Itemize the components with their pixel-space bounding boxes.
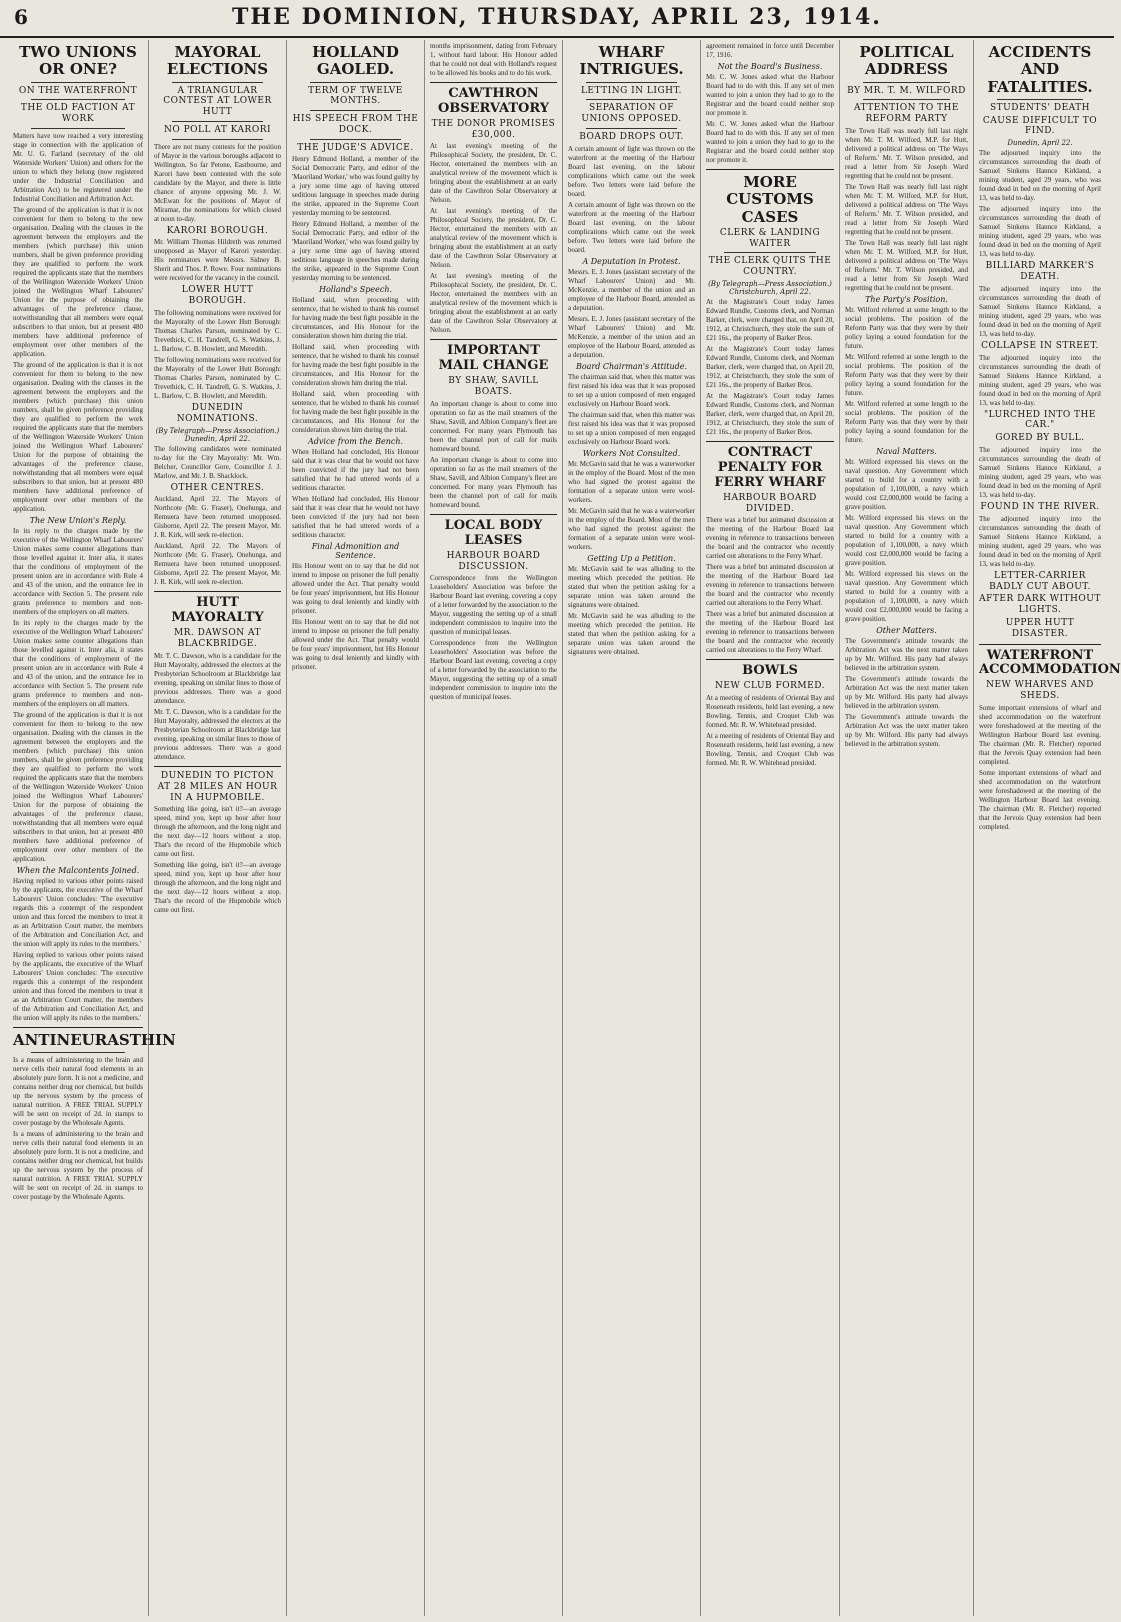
article-paragraph: In its reply to the charges made by the executive of the Wellington Wharf Labourers' Union makes some counter allegations than those levelled against it. Inter alia, it states that the conditions of employment of the present union are in accordance with Rule 4 and 43 of the union, and the entrance fee in accordance with Section 5. The present rule grants preference to members and non-members of the employers on all matters.: [13, 526, 143, 616]
article-paragraph: Mr. T. C. Dawson, who is a candidate for the Hutt Mayoralty, addressed the electors at the Presbyterian Schoolroom at Blackbridge last evening, speaking on similar lines to those of previous addresses. There was a good attendance.: [154, 651, 281, 705]
column-2: [149, 40, 287, 1616]
subhead: THE OLD FACTION AT WORK: [20, 103, 136, 125]
article-paragraph: At a meeting of residents of Oriental Bay and Roseneath residents, held last evening, a new Bowling, Tennis, and Croquet Club was formed. Mr. R. W. Whitehead presided.: [706, 732, 834, 768]
article-paragraph: The adjourned inquiry into the circumstances surrounding the death of Samuel Sinkens Hannce Kirkland, a mining student, aged 29 years, who was found dead in bed on the morning of April 13, was held to-day.: [979, 205, 1101, 259]
article-paragraph: Henry Edmund Holland, a member of the Social Democratic Party, and editor of the 'Maoriland Worker,' who was found guilty by a jury some time ago of having uttered seditious language in speeches made during the strike, appeared in the Supreme Court yesterday morning to be sentenced.: [292, 220, 419, 283]
subhead: TERM OF TWELVE MONTHS.: [308, 85, 403, 107]
article-paragraph: An important change is about to come into operation so far as the mail steamers of the Shaw, Savill, and Albion Company's fleet are concerned. For many years Plymouth has been the channel port of call for mails homeward bound.: [430, 399, 557, 453]
article-paragraph: Mr. Wilford expressed his views on the naval question. Any Government which started to build for a country with a population of 1,100,000, a navy which would cost £2,000,000 would be facing a grave position.: [845, 513, 968, 567]
headline-local-body-leases: LOCAL BODY LEASES: [444, 517, 543, 548]
section-heading: AFTER DARK WITHOUT LIGHTS.: [979, 594, 1101, 616]
article-paragraph: Mr. C. W. Jones asked what the Harbour Board had to do with this. If any set of men wanted to join a union they had to go to the Registrar and the board could neither stop nor promote it.: [706, 120, 834, 164]
article-paragraph: Having replied to various other points raised by the applicants, the executive of the Wharf Labourers' Union concludes: 'The executive regards this a contempt of the respondent union and thus forced the members to treat it as an Arbitration Court matter, the members of the Arbitration and Conciliation Act, and the union will apply its rules to the members.': [13, 950, 143, 1022]
article-paragraph: At the Magistrate's Court today James Edward Rundle, Customs clerk, and Norman Barker, clerk, were charged that, on April 20, 1912, at Christchurch, they stole the sum of £21 16s., the property of Barker Bros.: [706, 297, 834, 342]
section-heading: LETTER-CARRIER BADLY CUT ABOUT.: [989, 570, 1091, 592]
article-paragraph: The adjourned inquiry into the circumstances surrounding the death of Samuel Sinkens Hannce Kirkland, a mining student, aged 29 years, who was found dead in bed on the morning of April 13, was held to-day.: [979, 149, 1101, 203]
article-paragraph: The ground of the application is that it is not convenient for them to belong to the new organisation. Dealing with the clauses in the agreement between the employers and the members (which purchase) this union numbers, shall be given preference providing they are qualified to perform the work required the applicants state that the members of the Wellington Waterside Workers' Union joined the Wellington Wharf Labourers' Union for the purpose of obtaining the advantages of the preference clause, notwithstanding that all members were equal subscribers to that union, but at present 480 members have additional preference of employment over other members of the application.: [13, 360, 143, 513]
section-heading: KARORI BOROUGH.: [166, 225, 269, 236]
article-paragraph: Mr. McGavin said that he was a waterworker in the employ of the Board. Most of the men who had signed the protest against the formation of a separate union were wool-workers.: [568, 459, 695, 504]
subhead: LETTING IN LIGHT.: [580, 85, 683, 96]
subhead: NEW CLUB FORMED.: [715, 681, 825, 692]
subhead: BOARD DROPS OUT.: [579, 131, 684, 142]
headline-political-address: POLITICAL ADDRESS: [859, 43, 954, 79]
article-paragraph: The following nominations were received for the Mayoralty of the Lower Hutt Borough: Thomas Charles Parson, nominated by C. Trevethick, C. H. Tandrell, G. S. Watkins, J. L. Barlow, C. B. Howlett, and Meredith.: [154, 356, 281, 401]
section-heading: "LURCHED INTO THE CAR.": [984, 409, 1096, 431]
masthead: [0, 0, 1114, 38]
headline-holland-gaoled: HOLLAND GAOLED.: [312, 43, 399, 79]
section-heading: Workers Not Consulted.: [582, 448, 681, 458]
subhead: MR. DAWSON AT BLACKBRIDGE.: [173, 628, 262, 650]
article-paragraph: Auckland, April 22. The Mayors of Northcote (Mr. G. Fraser), Onehunga, and Remuera have been returned unopposed. Gisborne, April 22. The present Mayor, Mr. J. R. Kirk, will seek re-election.: [154, 542, 281, 587]
section-heading: Getting Up a Petition.: [587, 553, 676, 563]
article-paragraph: The chairman said that, when this matter was first raised his idea was that it was proposed to set up a union composed of men engaged exclusively on Harbour Board work.: [568, 372, 695, 408]
section-heading: A Deputation in Protest.: [582, 256, 681, 266]
section-heading: FOUND IN THE RIVER.: [980, 501, 1100, 512]
headline-contract-penalty: CONTRACT PENALTY FOR FERRY WHARF: [714, 444, 826, 490]
headline-cawthron-observatory: CAWTHRON OBSERVATORY: [437, 86, 550, 116]
column-6: [701, 40, 840, 1616]
article-paragraph: Mr. McGavin said he was alluding to the meeting which preceded the petition. He stated that when the petition asking for a separate union was taken around the signatures were obtained.: [568, 564, 695, 609]
article-paragraph: Holland said, when proceeding with sentence, that he wished to thank his counsel for having made the best fight possible in the circumstances, and His Honour for the consideration shown him during the trial.: [292, 343, 419, 388]
section-heading: DUNEDIN NOMINATIONS.: [176, 403, 259, 424]
article-paragraph: Correspondence from the Wellington Leaseholders' Association was before the Harbour Board last evening, covering a copy of a letter forwarded by the association to the Mayor, suggesting the setting up of a small independent commission to inquire into the question of municipal leases.: [430, 574, 557, 637]
article-paragraph: The adjourned inquiry into the circumstances surrounding the death of Samuel Sinkens Hannce Kirkland, a mining student, aged 29 years, who was found dead in bed on the morning of April 13, was held to-day.: [979, 514, 1101, 568]
dateline: (By Telegraph—Press Association.) Dunedin, April 22.: [155, 426, 280, 443]
headline-hutt-mayoralty: HUTT MAYORALTY: [171, 595, 264, 626]
article-paragraph: At a meeting of residents of Oriental Bay and Roseneath residents, held last evening, a new Bowling, Tennis, and Croquet Club was formed. Mr. R. W. Whitehead presided.: [706, 694, 834, 730]
article-paragraph: The chairman said that, when this matter was first raised his idea was that it was proposed to set up a union composed of men engaged exclusively on Harbour Board work.: [568, 410, 695, 446]
article-paragraph: months imprisonment, dating from February 1, without hard labour. His Honour added that he could not deal with Holland's request to be allowed his books and to do his work.: [430, 42, 557, 77]
subhead: ON THE WATERFRONT: [18, 85, 138, 96]
advert-paragraph: Is a means of administering to the brain and nerve cells their natural food elements in an absolutely pure form. It is not a medicine, and contains neither drug nor chemical, but builds up the nervous system by the process of natural nutrition. A FREE TRIAL SUPPLY will be sent on receipt of 2d. in stamps to cover postage by the Wholesale Agents.: [13, 1130, 143, 1202]
article-paragraph: Messrs. E. J. Jones (assistant secretary of the Wharf Labourers' Union) and Mr. McKenzie, a member of the union and an employee of the Harbour Board, attended as a deputation.: [568, 314, 695, 359]
subhead: SEPARATION OF UNIONS OPPOSED.: [581, 103, 682, 125]
advert-paragraph: Something like going, isn't it?—an average speed, mind you, kept up hour after hour through the afternoon, and the long night and the next day—12 hours without a stop. That's the record of the Hupmobile which came out first.: [154, 861, 281, 915]
article-paragraph: Holland said, when proceeding with sentence, that he wished to thank his counsel for having made the best fight possible in the circumstances, and His Honour for the consideration shown him during the trial.: [292, 296, 419, 341]
article-paragraph: At the Magistrate's Court today James Edward Rundle, Customs clerk, and Norman Barker, clerk, were charged that, on April 20, 1912, at Christchurch, they stole the sum of £21 16s., the property of Barker Bros.: [706, 391, 834, 436]
article-paragraph: Henry Edmund Holland, a member of the Social Democratic Party, and editor of the 'Maoriland Worker,' who was found guilty by a jury some time ago of having uttered seditious language in speeches made during the strike, appeared in the Supreme Court yesterday morning to be sentenced.: [292, 155, 419, 218]
section-heading: Naval Matters.: [876, 446, 937, 456]
headline-antineurasthin: ANTINEURASTHIN: [13, 1030, 176, 1049]
subhead: STUDENTS' DEATH: [989, 102, 1091, 113]
column-1: [8, 40, 176, 1616]
article-paragraph: His Honour went on to say that he did not intend to impose on prisoner the full penalty allowed under the Act. That penalty would be four years' imprisonment, but His Honour was going to deal leniently and kindly with prisoner.: [292, 618, 419, 672]
article-paragraph: Mr. Wilford expressed his views on the naval question. Any Government which started to build for a country with a population of 1,100,000, a navy which would cost £2,000,000 would be facing a grave position.: [845, 569, 968, 623]
headline-accidents: ACCIDENTS AND FATALITIES.: [987, 43, 1093, 96]
page-number: 6: [14, 5, 28, 29]
article-paragraph: Auckland, April 22. The Mayors of Northcote (Mr. G. Fraser), Onehunga, and Remuera have been returned unopposed. Gisborne, April 22. The present Mayor, Mr. J. R. Kirk, will seek re-election.: [154, 495, 281, 540]
headline-customs-cases: MORE CUSTOMS CASES: [726, 173, 814, 226]
dateline: Dunedin, April 22.: [1007, 139, 1073, 148]
subhead: CLERK & LANDING WAITER: [719, 227, 821, 249]
column-7: [840, 40, 974, 1616]
article-paragraph: The Government's attitude towards the Arbitration Act was the next matter taken up by Mr. Wilford. His party had always believed in the arbitration system.: [845, 636, 968, 672]
article-paragraph: At the Magistrate's Court today James Edward Rundle, Customs clerk, and Norman Barker, clerk, were charged that, on April 20, 1912, at Christchurch, they stole the sum of £21 16s., the property of Barker Bros.: [706, 344, 834, 389]
advert-heading: DUNEDIN TO PICTON AT 28 MILES AN HOUR IN A HUPMOBILE.: [157, 770, 278, 803]
section-heading: Final Admonition and Sentence.: [311, 542, 400, 561]
subhead: HIS SPEECH FROM THE DOCK.: [292, 114, 419, 135]
article-paragraph: Having replied to various other points raised by the applicants, the executive of the Wharf Labourers' Union concludes: 'The executive regards this a contempt of the respondent union and thus forced the members to treat it as an Arbitration Court matter, the members of the Arbitration and Conciliation Act, and the union will apply its rules to the members.': [13, 876, 143, 948]
article-paragraph: Mr. Wilford referred at some length to the social problems. The position of the Reform Party was that they were by their policy laying a sound foundation for the future.: [845, 399, 968, 444]
article-paragraph: Some important extensions of wharf and shed accommodation on the waterfront were foreshadowed at the meeting of the Wellington Harbour Board last evening. The chairman (Mr. R. Fletcher) reported that the Jervois Quay extension had been completed.: [979, 768, 1101, 831]
subhead: HARBOUR BOARD DIVIDED.: [723, 492, 817, 514]
article-paragraph: The following nominations were received for the Mayoralty of the Lower Hutt Borough: Thomas Charles Parson, nominated by C. Trevethick, C. H. Tandrell, G. S. Watkins, J. L. Barlow, C. B. Howlett, and Meredith.: [154, 309, 281, 354]
section-heading: When the Malcontents Joined.: [16, 865, 140, 875]
article-paragraph: In its reply to the charges made by the executive of the Wellington Wharf Labourers' Union makes some counter allegations than those levelled against it. Inter alia, it states that the conditions of employment of the present union are in accordance with Rule 4 and 43 of the union, and the entrance fee in accordance with Section 5. The present rule grants preference to members and non-members of the employers on all matters.: [13, 618, 143, 708]
subhead: NEW WHARVES AND SHEDS.: [986, 680, 1094, 702]
section-heading: Other Matters.: [876, 625, 937, 635]
column-8: [974, 40, 1121, 1616]
section-heading: Holland's Speech.: [318, 285, 393, 295]
article-paragraph: When Holland had concluded, His Honour said that it was clear that he would not have been convicted if the jury had not been satisfied that he had uttered words of a seditious character.: [292, 448, 419, 493]
article-paragraph: Mr. Wilford expressed his views on the naval question. Any Government which started to build for a country with a population of 1,100,000, a navy which would cost £2,000,000 would be facing a grave position.: [845, 457, 968, 511]
article-paragraph: Mr. T. C. Dawson, who is a candidate for the Hutt Mayoralty, addressed the electors at the Presbyterian Schoolroom at Blackbridge last evening, speaking on similar lines to those of previous addresses. There was a good attendance.: [154, 707, 281, 761]
headline-two-unions: TWO UNIONS OR ONE?: [19, 43, 137, 79]
subhead: THE JUDGE'S ADVICE.: [297, 142, 414, 153]
article-paragraph: The Town Hall was nearly full last night when Mr. T. M. Wilford, M.P. for Hutt, delivered a political address on 'The Ways of Reform.' Mr. T. Wilson presided, and read a letter from Sir Joseph Ward regretting that he could not be present.: [845, 182, 968, 236]
subhead: THE DONOR PROMISES £30,000.: [431, 118, 556, 140]
article-paragraph: There are not many contests for the position of Mayor in the various boroughs adjacent to Wellington. So far Petone, Eastbourne, and Karori have been contested with the sole candidate by the Mayor, and there is little chance of anyone opposing Mr. J. W. McEwan for the positions of Mayor of Miramar, the nominations for which closed at noon to-day.: [154, 142, 281, 223]
columns: [8, 40, 1121, 1616]
article-paragraph: agreement remained in force until December 17, 1916.: [706, 42, 834, 59]
article-paragraph: Correspondence from the Wellington Leaseholders' Association was before the Harbour Board last evening, covering a copy of a letter forwarded by the association to the Mayor, suggesting the setting up of a small independent commission to inquire into the question of municipal leases.: [430, 639, 557, 702]
article-paragraph: The Town Hall was nearly full last night when Mr. T. M. Wilford, M.P. for Hutt, delivered a political address on 'The Ways of Reform.' Mr. T. Wilson presided, and read a letter from Sir Joseph Ward regretting that he could not be present.: [845, 126, 968, 180]
article-paragraph: The adjourned inquiry into the circumstances surrounding the death of Samuel Sinkens Hannce Kirkland, a mining student, aged 29 years, who was found dead in bed on the morning of April 13, was held to-day.: [979, 353, 1101, 407]
article-paragraph: At last evening's meeting of the Philosophical Society, the president, Dr. C. Hector, entertained the members with an analytical review of the movement which is bringing about the establishment at an early date of the Cawthron Solar Observatory at Nelson.: [430, 272, 557, 335]
article-paragraph: When Holland had concluded, His Honour said that it was clear that he would not have been convicted if the jury had not been satisfied that he had uttered words of a seditious character.: [292, 495, 419, 540]
article-paragraph: The adjourned inquiry into the circumstances surrounding the death of Samuel Sinkens Hannce Kirkland, a mining student, aged 29 years, who was found dead in bed on the morning of April 13, was held to-day.: [979, 284, 1101, 338]
article-paragraph: At last evening's meeting of the Philosophical Society, the president, Dr. C. Hector, entertained the members with an analytical review of the movement which is bringing about the establishment at an early date of the Cawthron Solar Observatory at Nelson.: [430, 207, 557, 270]
article-paragraph: The Government's attitude towards the Arbitration Act was the next matter taken up by Mr. Wilford. His party had always believed in the arbitration system.: [845, 712, 968, 748]
article-paragraph: Some important extensions of wharf and shed accommodation on the waterfront were foreshadowed at the meeting of the Wellington Harbour Board last evening. The chairman (Mr. R. Fletcher) reported that the Jervois Quay extension had been completed.: [979, 703, 1101, 766]
subhead: BY SHAW, SAVILL BOATS.: [448, 376, 539, 398]
section-heading: LOWER HUTT BOROUGH.: [181, 285, 254, 307]
article-paragraph: Mr. McGavin said he was alluding to the meeting which preceded the petition. He stated that when the petition asking for a separate union was taken around the signatures were obtained.: [568, 611, 695, 656]
subhead: A TRIANGULAR CONTEST AT LOWER HUTT: [163, 85, 272, 118]
article-paragraph: Matters have now reached a very interesting stage in connection with the application of Mr. U. G. Farland (secretary of the old Waterside Workers' Union) and others for the union to which they belong (now registered under the Industrial Conciliation and Arbitration Act) to be registered under the Industrial Conciliation and Arbitration Act.: [13, 131, 143, 203]
headline-mayoral-elections: MAYORAL ELECTIONS: [166, 43, 269, 79]
subhead: ATTENTION TO THE REFORM PARTY: [854, 103, 959, 125]
article-paragraph: The adjourned inquiry into the circumstances surrounding the death of Samuel Sinkens Hannce Kirkland, a mining student, aged 29 years, who was found dead in bed on the morning of April 13, was held to-day.: [979, 445, 1101, 499]
section-heading: OTHER CENTRES.: [170, 482, 265, 493]
article-paragraph: The Government's attitude towards the Arbitration Act was the next matter taken up by Mr. Wilford. His party had always believed in the arbitration system.: [845, 674, 968, 710]
article-paragraph: An important change is about to come into operation so far as the mail steamers of the Shaw, Savill, and Albion Company's fleet are concerned. For many years Plymouth has been the channel port of call for mails homeward bound.: [430, 455, 557, 509]
article-paragraph: Mr. Wilford referred at some length to the social problems. The position of the Reform Party was that they were by their policy laying a sound foundation for the future.: [845, 352, 968, 397]
article-paragraph: Holland said, when proceeding with sentence, that he wished to thank his counsel for having made the best fight possible in the circumstances, and His Honour for the consideration shown him during the trial.: [292, 390, 419, 435]
article-paragraph: His Honour went on to say that he did not intend to impose on prisoner the full penalty allowed under the Act. That penalty would be four years' imprisonment, but His Honour was going to deal leniently and kindly with prisoner.: [292, 562, 419, 616]
column-3: [287, 40, 425, 1616]
article-paragraph: A certain amount of light was thrown on the waterfront at the meeting of the Harbour Board last evening, on the labour complications which came out the week before. Two letters were laid before the board.: [568, 144, 695, 198]
article-paragraph: At last evening's meeting of the Philosophical Society, the president, Dr. C. Hector, entertained the members with an analytical review of the movement which is bringing about the establishment at an early date of the Cawthron Solar Observatory at Nelson.: [430, 142, 557, 205]
section-heading: CAUSE DIFFICULT TO FIND.: [982, 115, 1098, 137]
column-5: [563, 40, 701, 1616]
subhead: THE CLERK QUITS THE COUNTRY.: [708, 256, 832, 278]
article-paragraph: There was a brief but animated discussion at the meeting of the Harbour Board last evening in reference to transactions between the board and the contractor who recently carried out alterations to the Ferry Wharf.: [706, 516, 834, 561]
subhead: HARBOUR BOARD DISCUSSION.: [446, 550, 541, 572]
article-paragraph: Mr. C. W. Jones asked what the Harbour Board had to do with this. If any set of men wanted to join a union they had to go to the Registrar and the board could neither stop nor promote it.: [706, 73, 834, 117]
article-paragraph: The Town Hall was nearly full last night when Mr. T. M. Wilford, M.P. for Hutt, delivered a political address on 'The Ways of Reform.' Mr. T. Wilson presided, and read a letter from Sir Joseph Ward regretting that he could not be present.: [845, 238, 968, 292]
dateline: (By Telegraph—Press Association.) Christchurch, April 22.: [708, 279, 832, 296]
subhead: NO POLL AT KARORI: [163, 124, 272, 135]
advert-paragraph: Is a means of administering to the brain and nerve cells their natural food elements in an absolutely pure form. It is not a medicine, and contains neither drug nor chemical, but builds up the nervous system by the process of natural nutrition. A FREE TRIAL SUPPLY will be sent on receipt of 2d. in stamps to cover postage by the Wholesale Agents.: [13, 1056, 143, 1128]
article-paragraph: Messrs. E. J. Jones (assistant secretary of the Wharf Labourers' Union) and Mr. McKenzie, a member of the union and an employee of the Harbour Board, attended as a deputation.: [568, 267, 695, 312]
headline-wharf-intrigues: WHARF INTRIGUES.: [579, 43, 684, 79]
article-paragraph: Mr. William Thomas Hildreth was returned unopposed as Mayor of Karori yesterday. His nominators were Messrs. Sidney B. Sherit and Thos. P. Rowe. Four nominations were received for the vacancy in the council.: [154, 238, 281, 283]
section-heading: UPPER HUTT DISASTER.: [1005, 617, 1075, 639]
section-heading: The New Union's Reply.: [29, 515, 127, 525]
section-heading: Board Chairman's Attitude.: [575, 361, 688, 371]
section-heading: BILLIARD MARKER'S DEATH.: [985, 261, 1095, 282]
headline-bowls: BOWLS: [742, 663, 798, 679]
masthead-title: THE DOMINION, THURSDAY, APRIL 23, 1914.: [232, 4, 882, 30]
article-paragraph: Mr. Wilford referred at some length to the social problems. The position of the Reform Party was that they were by their policy laying a sound foundation for the future.: [845, 305, 968, 350]
headline-waterfront-accommodation: WATERFRONT ACCOMMODATION: [979, 647, 1121, 678]
subhead: BY MR. T. M. WILFORD: [847, 85, 966, 96]
advert-paragraph: Something like going, isn't it?—an average speed, mind you, kept up hour after hour through the afternoon, and the long night and the next day—12 hours without a stop. That's the record of the Hupmobile which came out first.: [154, 805, 281, 859]
section-heading: GORED BY BULL.: [995, 433, 1085, 444]
section-heading: COLLAPSE IN STREET.: [981, 340, 1099, 351]
section-heading: Advice from the Bench.: [307, 437, 404, 447]
article-paragraph: The ground of the application is that it is not convenient for them to belong to the new organisation. Dealing with the clauses in the agreement between the employers and the members (which purchase) this union numbers, shall be given preference providing they are qualified to perform the work required the applicants state that the members of the Wellington Waterside Workers' Union joined the Wellington Wharf Labourers' Union for the purpose of obtaining the advantages of the preference clause, notwithstanding that all members were equal subscribers to that union, but at present 480 members have additional preference of employment over other members of the application.: [13, 205, 143, 358]
article-paragraph: There was a brief but animated discussion at the meeting of the Harbour Board last evening in reference to transactions between the board and the contractor who recently carried out alterations to the Ferry Wharf.: [706, 610, 834, 655]
article-paragraph: A certain amount of light was thrown on the waterfront at the meeting of the Harbour Board last evening, on the labour complications which came out the week before. Two letters were laid before the board.: [568, 200, 695, 254]
article-paragraph: The following candidates were nominated to-day for the City Mayoralty: Mr. Wm. Belcher, Councillor Gore, Councillor J. J. Marlow, and Mr. J. B. Shacklock.: [154, 444, 281, 480]
section-heading: Not the Board's Business.: [717, 62, 823, 71]
column-4: [425, 40, 563, 1616]
section-heading: The Party's Position.: [865, 294, 948, 304]
article-paragraph: Mr. McGavin said that he was a waterworker in the employ of the Board. Most of the men who had signed the protest against the formation of a separate union were wool-workers.: [568, 506, 695, 551]
headline-mail-change: IMPORTANT MAIL CHANGE: [438, 343, 549, 374]
article-paragraph: There was a brief but animated discussion at the meeting of the Harbour Board last evening in reference to transactions between the board and the contractor who recently carried out alterations to the Ferry Wharf.: [706, 563, 834, 608]
article-paragraph: The ground of the application is that it is not convenient for them to belong to the new organisation. Dealing with the clauses in the agreement between the employers and the members (which purchase) this union numbers, shall be given preference providing they are qualified to perform the work required the applicants state that the members of the Wellington Waterside Workers' Union joined the Wellington Wharf Labourers' Union for the purpose of obtaining the advantages of the preference clause, notwithstanding that all members were equal subscribers to that union, but at present 480 members have additional preference of employment over other members of the application.: [13, 710, 143, 863]
